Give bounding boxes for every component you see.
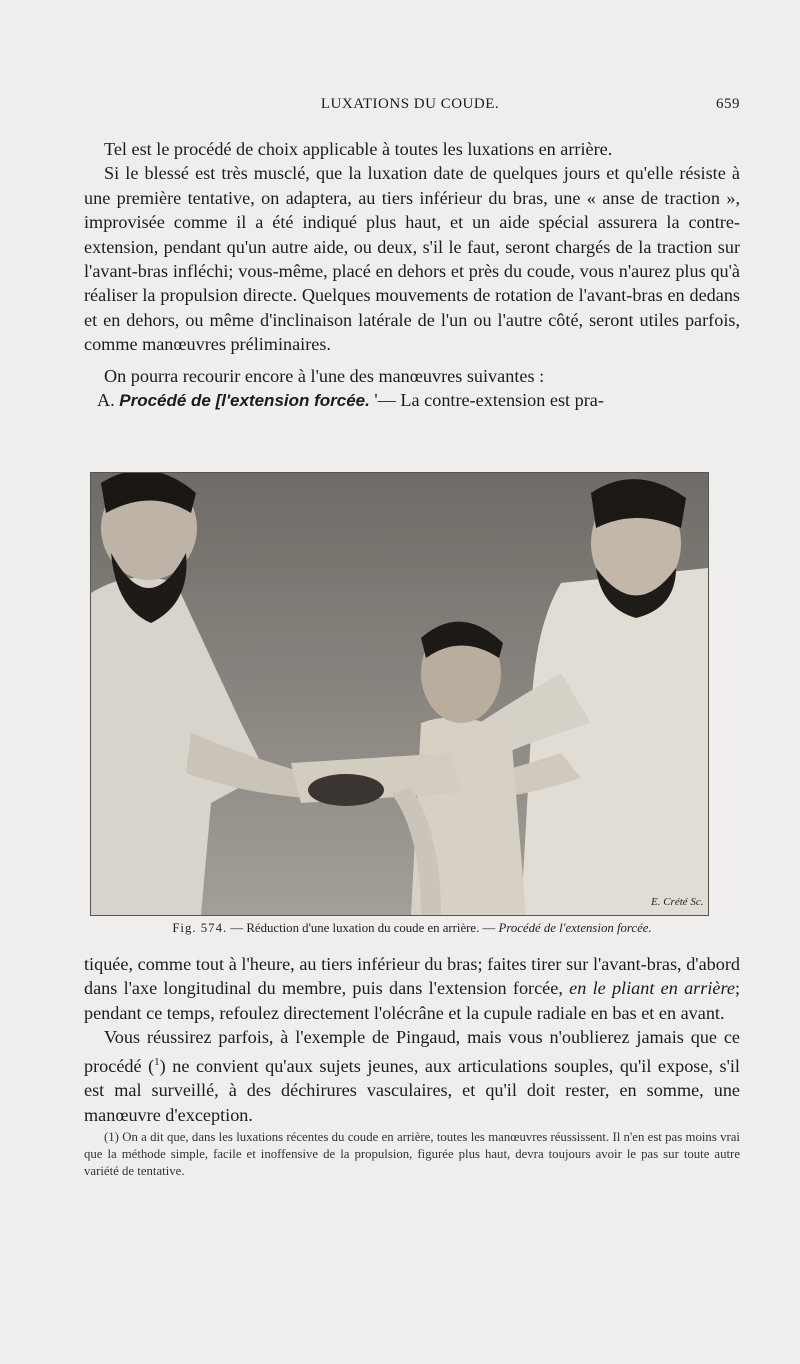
figure-engraving [90,472,709,916]
engraver-signature: E. Crété Sc. [651,896,704,908]
caption-text: — Réduction d'une luxation du coude en arrière. — [227,921,499,935]
heading-prefix: A. [97,390,120,411]
body-text-top [84,137,740,413]
paragraph: Si le blessé est très musclé, que la luxation date de quelques jours et qu'elle résiste à une première tentative, on adaptera, au tiers inférieur du bras, une « anse de traction », improvisée comme il a été indiqué plus haut, et un aide spécial assurera la contre-extension, pendant qu'un autre aide, ou deux, s'il le faut, seront chargés de la traction sur l'avant-bras infléchi; vous-même, placé en dehors et près du coude, vous n'aurez plus qu'à réaliser la propulsion directe. Quelques mouvements de rotation de l'avant-bras en dedans et en dehors, ou même d'inclinaison latérale de l'un ou l'autre côté, seront utiles parfois, comme manœuvres préliminaires. [84,163,740,355]
paragraph: Tel est le procédé de choix applicable à toutes les luxations en arrière. [104,139,613,159]
text-run: ) ne convient qu'aux sujets jeunes, aux articulations souples, qu'il expose, s'il est mal surveillé, à des déchirures vasculaires, et qu'il doit rester, en somme, une manœuvre d'exception. [84,1055,740,1125]
heading-title: Procédé de [l'extension forcée. [119,391,370,411]
running-head [80,96,740,118]
footnote-ref: 1 [154,1055,160,1068]
caption-label: Fig. 574. [172,921,228,935]
running-title: LUXATIONS DU COUDE. [320,96,500,112]
text-run: ; pendant ce temps, refoulez directement l'olécrâne et la cupule radiale en bas et en avant. [84,978,740,1023]
paragraph [84,1025,740,1127]
body-text-bottom [84,952,740,1127]
footnote-marker: (1) [104,1130,119,1144]
caption-italic: Procédé de l'extension forcée. [498,921,652,935]
section-heading [84,388,740,413]
engraving-illustration [91,473,708,915]
text-run: Vous réussirez parfois, à l'exemple de Pingaud, mais vous n'oublierez jamais que ce procédé ( [84,1027,740,1076]
figure-caption [84,921,740,936]
text-run: tiquée, comme tout à l'heure, au tiers inférieur du bras; faites tirer sur l'avant-bras, d'abord dans l'axe longitudinal du membre, puis dans l'extension forcée, [84,954,740,999]
heading-rest: '— La contre-extension est pra- [369,390,604,411]
footnote [84,1129,740,1180]
page-number: 659 [716,96,740,112]
footnote-text: On a dit que, dans les luxations récentes du coude en arrière, toutes les manœuvres réussissent. Il n'en est pas moins vrai que la méthode simple, facile et inoffensive de la propulsion, figurée plus haut, devra toujours avoir le pas sur toute autre variété de tentative. [84,1130,740,1178]
footnote-paragraph [84,1129,740,1180]
paragraph [84,952,740,1025]
paragraph: On pourra recourir encore à l'une des manœuvres suivantes : [104,365,545,386]
italic-run: en le pliant en arrière [569,978,735,999]
